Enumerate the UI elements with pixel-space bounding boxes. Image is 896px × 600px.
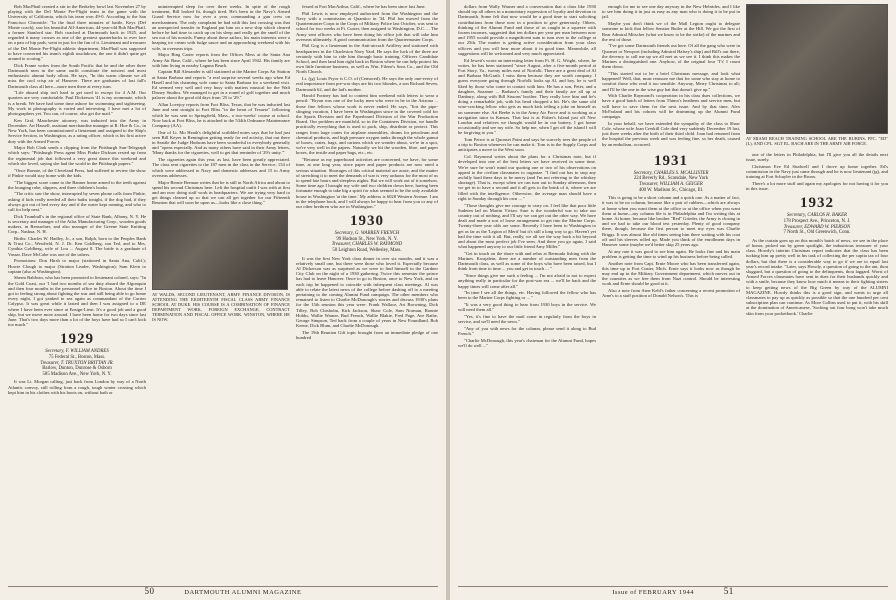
paragraph: Phil Gog is a lieutenant in the Anti-aircraft Artillery and stationed with headquarters in the Charleston Navy Yard. He says the luck of the three are certainly with him to ride him through basic training, Officers Candidate School, and then land him right back in Boston where he can help protect his own little furniture business, as well as Wm. Filene's Sons Co., and the Old North Church. [296, 43, 438, 75]
paragraph: Allan Lovejoy reports from Fort Bliss, Texas, that he was inducted last June and sent straight to Fort Bliss "in the heart of Texarse" following which he was sent to Springfield, Mass., a two-weeks' course at school. Now back at Fort Bliss, he is attached to the 534th Ordnance Maintenance Company (AA). [152, 102, 290, 128]
class-1931-header [602, 153, 740, 193]
issue-label: Issue of FEBRUARY 1944 [612, 589, 694, 596]
class-treasurer-address: 7 North St., Old Greenwich, Conn. [783, 230, 851, 236]
class-treasurer-address-2: 585 Madison Ave., New York, N. Y. [42, 371, 112, 377]
paragraph: Major Bob Clark sends a clipping from the Pittsburgh Sun-Telegraph which says: "Pittsburgh Press agent Miss Pinkie Dickson rested up from the regimental job that followed a very great dance this weekend and which she loved, saying she had the world in the Pittsburgh papers." [8, 145, 146, 166]
paragraph: Also a note from Arne Kehl's father concerning a recent promotion of Arne's to a staff position of Donald Nelson's. This is [602, 288, 740, 299]
paragraph: fessed at Fort MacArthur, Calif., where he has been since last June. [302, 4, 426, 9]
paragraph: "Because as my paperboard activities are concerned, we have, for some time, at one long year, since paper and paper products are now rated a serious situation. Shortages of this critical material are acute, and the matter of stretching it to meet the demands of war is very arduous for the most of us to spend late hours and sleepless nights. But we will work out of it somehow. Some time ago I brought my wife and two children down here, having been fortunate enough to take big a spirit for what seemed to be the only available house in Washington 'at the time.' My address is 6028 Western Avenue. I am in the telephone book, and I will always be happy to hear from you or any of our other brethren who are in Washington." [296, 157, 438, 210]
class-year: 1930 [350, 213, 384, 230]
photo-caption: AT MIAMI BEACH TRAINING SCHOOL ARE THE RUBINS, PFC. "ED" (L), AND CPL. SGT EL. BACH ARE IN THE ARMY AIR FORCE. [746, 136, 888, 146]
class-secretary: Secretary, CHARLES S. MCALLISTER [633, 170, 709, 176]
paragraph: Births: Charles W. Hadley, Jr., a son, Ralph, born to the Peoples Bank & Trust Co., Westfield, N. J. Dr. Ken Goldberg, son Ted, and to Mrs. Cynthia Goldberg, wife of Lou ... August 8. The bride is a graduate of Vassar. Dave McCabe was one of the ushers. [8, 236, 146, 257]
class-secretary-address: 224 Beverly Rd., Scarsdale, New York [633, 176, 709, 182]
class-1930-header [296, 213, 438, 253]
left-col3-text [296, 4, 438, 209]
right-col3-text [746, 152, 888, 191]
paragraph: Harold Fortney has had to content him weekend with letters to wear a pencil: "Bryan was one of the lucky men who were in he in the Arizona ... those fine fellows whose work is never ended. He says, 'Tort the pipe-slinging vacation, I have been in Washington since in the covered cold for the Sports Division and the Paperboard Division of the War Production Board. Our problem are manifold, so in the Containers Division, we handle practically everything that is used to pack, ship, distribute or protect. This ranges from large crates for airplane assemblies, drums for petroleum and chemical products, and high pressure oxygen tanks through the whole gamut of boxes, crates, bags, and cartons which we wonder about, we're in a spot, we're very well in the papers. Naturally we hit the wooden, fibre, and paper boxes, the textile and paper bags, etc., etc. [296, 93, 438, 156]
paragraph: Tom Peirce is at Quonset Point and says he scarcely sees the people of a trip to Boston whenever he can make it. Tom is in the Supply Corps and anticipates a move to the West soon. [458, 137, 596, 153]
paragraph: Col. Raymond writes about the plans for a Christmas note, but if developed into one of the best letters we have received in some time. We're sure he won't mind our quoting one or two of his observations on appeal to the civilian classmates to organize. "I find out has to stop any awfully hard these days to be merry (and I'm not referring to the whiskey shortage). That is, except when we can turn out to Sunday afternoon, then we get in to have a second and it all gets to the brink of it, where we are filled with the intelligence. Otherwise, the average man should have a right to Sunday through his own ... " [458, 154, 596, 201]
photo-caption: AT WALDS, SECOND LIEUTENANT, ARMY FINANCE DIVISION, IS ATTENDING THE EIGHTEENTH FISCAL CLASS ARMY FINANCE SCHOOL AT DUKE. HIS COURSE IS A COMBINATION OF FINANCE DEPARTMENT WORK, FOREIGN EXCHANGE, CONTRACT TERMINATION AND FISCAL OFFICE WORK. WINSTON, WHERE HE IS NOW. [152, 291, 290, 322]
paragraph: "The biggest scare came to the Banner home armed to the teeth against the lounging robe, slippers, and three children's books. [8, 179, 146, 190]
class-year: 1932 [800, 195, 834, 212]
left-column-2 [152, 4, 290, 564]
class-treasurer: Treasurer, CHARLES W. RAYMOND [331, 242, 403, 248]
paragraph: It was Lt. Morgan calling, just back from London by way of a North Atlantic convoy, still rolling from a rough, tough winter crossing which kept him in his clothes with his boots on, without bath or [8, 379, 146, 395]
paragraph: Lt. (jg) Louis Pryor is C.O. of (Censored). He says the only one-every of real importance from pre-war days are his two blondes, a son Richard Seven, Dartmouth 62, and the lad's mother. [296, 76, 438, 92]
class-treasurer: Treasurer, T. TRUXTON BRITTAN JR. [40, 360, 114, 366]
paragraph: Maybe you don't think we of the Mall Legion ought to delegate someone to kick that fellow Senator Butler at the Hill. We got the first of Rear Admiral Mitscher (what we know to be the strike) of the marines and the rest of those. [602, 21, 740, 42]
photo-officer [152, 210, 288, 290]
paragraph: Captain Bill Alexander is still stationed at the Marine Corps Air Station at Santa Barbara and reports "a real surprise several weeks ago when Ed Hasell and his charming wife came to Santa Barbara for a weekend visit. Ed seemed very well and very busy with matters musical for the Walt Disney Studios. We managed to get in a round of golf together and much palaver about the good old days from '25 to '29." [152, 69, 290, 101]
class-year: 1931 [654, 152, 688, 169]
paragraph: One of Lt. Mo Heath's delightful scribbled notes says that he had just seen Bill Keyes in Remington getting ready for red activity, that out there in Seattle the Judge Hodsons have been wonderful to everybody generally and "opens especially. And as many others have said in their Army letters, 'Many thanks for the cigarettes, well to get that reminder of '29's unity.'" [152, 129, 290, 156]
class-1931-notes [602, 195, 740, 298]
paragraph: Another note from Capt. Ernie Moore who has been transferred again, this time up to Fort Custer, Mich. Ernie says it looks now as though he may end up in the Military Government department, which moves out in the countries as we free them from Nazi control. Should be interesting work and Ernie should be good at it. [602, 260, 740, 287]
paragraph: one of the letters in Philadelphia, but I'll give you all the details next issue, surely. [746, 152, 888, 163]
class-secretary-address: 99 Hudson St., New York, N. Y. [336, 236, 398, 242]
paragraph: Ed Jewett's wrote an interesting letter from Ft. H. G. Wright, where, he writes, he has been stationed "since August, after a five-month period at Fort Story, Va., twenty miles east of Norfolk. There are a great deal of Al and Barbara McGrath. I miss them because they are worth company. I guess everyone going through Norfolk looks up Al, and boy, he is well liked by those who come in contact with him. He has a son, Peter, and a daughter, Suzanne ... Barbara's family and their family are all up at Danbury, along with Bill Sissons' brother. They really love him and he's doing a remarkable job, with his head chopped a bit. He's the same old wise-cracking fellow who gets as much kick telling a joke on himself as on someone else. Art Beebe is in the Army Air Force and is working as a navigation tutor in Kansas. That last is at Fisher's Island just off New London and relatives we thought would be in our battery. I got home occasionally and see my wife. So help me, when I get off the island I will be forgiving to you." [458, 57, 596, 136]
paragraph: Sherm Baldwin, who has been promoted to lieutenant colonel, says: "In the Gold Coast, our '1 had two months of sea duty aboard the Algonquin and then four months in the personnel office in Boston. About the time I got to feeling strong about fighting the war and still being able to go home every night, I got yanked to sea again as commandant of the Carrier Calypso. It was great while it lasted and then I was assigned to a DE where I have been ever since at Ensign-Lieut. It's a good job and a good ship, but we move more around. I have been home for two days since last June. That's two days more than a lot of the boys have had so I can't kick too much." [8, 275, 146, 328]
right-column-2 [602, 4, 740, 564]
paragraph: It was the first New York class dinner in over six months, and it was a relatively small one, but there were those who loved it. Especially because Al Dickerson was as surprised as we were to find himself in the Gardner City Club on the night of a 1930 gathering. Twice this semester the prince has had to leave Hanover. Once to go to Boston, once to New York, and on each trip he happened to coincide with infrequent class meetings. Al was able to relate the latest news of the college before dashing off to a meeting pertaining to the coming Alumni Fund campaign. The other members who remained to listen to Charlie McDonough's stories and discuss 1930's plans for the 15th reunion this year were: Frank Wallace, Art Browning, Dick Tilley, Bob Chisholm, Kirk Jackson, Shaw Cole, Sam Norman, Ronnie Hobbs, Wallie Warner, Bud French, Wallie Blakie, Fred Page, Ave Rathe, George Simpson, Ted back from a couple of years in New Foundland, Bob Keene, Dick Blum, and Charlie McDonough. [296, 255, 438, 329]
paragraph: "The critic saw the show, interrupted by seven phone calls from Pinkie, asking if kids really needed all their baths tonight, if the dog had, if they always got out of bed every day and if the water kept running, and who to call for help next." [8, 191, 146, 213]
right-column-3 [746, 4, 888, 564]
page-number: 50 [144, 586, 155, 596]
paragraph: "Since things give me such a feeling ... I'm not afraid to not to expect anything really in particular for the post-war era ... we'll be back and the happy times will come after all." [458, 273, 596, 289]
paragraph: Dick Trumbull's in the regional office of State Bank, Albany, N. Y. He is secretary and manager of the Atlas Manufacturing Corp., wooden goods makers, in Rensselaer, and also manager of the Greene State Knitting Corp., Nashua, N. H. [8, 213, 146, 235]
left-footer [0, 586, 446, 596]
paragraph: "Life aboard ship isn't hard to get used to except for 4 A.M. Our quarters are very comfortable. Paul Dickerson '41 is my roommate, which is a break. We have had some time ashore for swimming and sightseeing. My work in photography is varied and interesting. I have met a lot of photographers yet. You can, of course, also get the mail." [8, 90, 146, 117]
class-1929-header [8, 331, 146, 377]
paragraph: "Once Ronnie, of the Cleveland Press, had suffered to review the show if Pinkie would stay home with the kids. [8, 167, 146, 178]
class-treasurer-address: Barlow, Dunton, Dunrose & Osborn [42, 366, 112, 372]
paragraph: "I've got some Dartmouth friends out here. Of all the gang who were in Quonset or Newport (including Admiral Halsey's ship) and Bill's out there, the decency to call me up we all met as we see it. I think this makes the Marines a distinguished one. Anyhow, of the original four 'T's' I count them down. [602, 43, 740, 70]
paragraph: Ken Graf, Manchester attorney, was inducted into the Army in December. Art Hassell, assistant merchandise manager at R. Hoe & Co., in New York, has been commissioned a lieutenant and assigned to the Ship's Service Section, in Washington, as a rating officer, which is his first active duty with the Armed Forces. [8, 117, 146, 144]
right-col2-text [602, 4, 740, 147]
paragraph: In your behalf, we have extended the sympathy of the class to Shaw Cole, whose wife Joan Creskill Cole died very suddenly December 19 last, just three weeks after the birth of their third child. Joan had returned from the hospital the previous week and was feeling fine, so her death, caused by an embolism, occurred. [602, 120, 740, 147]
paragraph: Bob MacPhail created a stir in the Berkeley bowl last November 27 by playing with the Del Monte Pre-Flight team in the game with the University of California, which his team won 49-0. According to the San Francisco Chronicle: "In the final three minutes of battle, Keys (Del Monte coach), saw his beautiful All-American, 44-year-old Bob MacPhail, a former Stanford star. Bob coached at Dartmouth back in 1925, and regarded it many crosses as one of the greatest quarterbacks to ever lace on a pair of hip pads, went in just for the fun of it. Lieutenant and treasurer of the Del Monte Pre-Flight athletic department, MacPhail was supposed to have converted his team's eighth touchdown, the one it didn't quite get around to scoring." [8, 4, 146, 62]
class-1932-notes [746, 238, 888, 316]
paragraph: With Charlie Raymond's cooperation in his class dues collections, we have a good batch of letters from Thimo's heathens and service men, but will have to save them for the next issue. And by that time, Alex McFarland and his cohorts will be drumming up the Alumni Fund campaign. [602, 93, 740, 120]
paragraph: This is going to be a short column and a quick one. As a matter of fact, it was to be no column, because like a pair of rubbers—which are always at home when you want them at the office or at the office when you want them at home—my column file is in Philadelphia and I'm writing this at home. At home, because like brother "Red" Grieder, the Army is closing in and we had to take our blood test yesterday. Plenty of good company there, though, because the first person to meet my eyes was Charlie Briggs. It was almost like old times seeing him there waiting with his coat off and his sleeves rolled up. Made you think of the enrollment days in Hanover some (maybe we'd better skip 25 years ago. [602, 195, 740, 247]
left-column-3 [296, 4, 438, 564]
paragraph: There's a lot more stuff and again my apologies for not having it for you in this issue. [746, 181, 888, 192]
paragraph: "Those thoughts give me courage to carry on. I feel like that poor little Sudeten lad on Martin Vivian. Sure is the wonderful war to take our country out of nothing, and I'll say we can get out the other way. We have dealt and made a sort of loose arrangement to get into the Marine Corps. Twenty-three year olds are some. Recently I have been to Washington to get as far as the 'Legion of Merit' but it's still a long way to go. Haven't yet had the time with it all. But, really, we all see the way back a bit beyond and about the most perfect job I've seen. And there you go again, I said what happened anyway to our little friend Amy Miller." [458, 202, 596, 250]
class-secretary-address: 178 Prospect Ave., Princeton, N. J. [783, 219, 851, 225]
class-secretary-address: 75 Federal St., Boston, Mass. [48, 355, 106, 361]
class-secretary: Secretary, F. WILLIAM ANDRES [45, 349, 109, 355]
class-secretary: Secretary, G. WARREN FRENCH [334, 231, 400, 237]
paragraph: uninterrupted sleep for over three weeks. In spite of the rough treatment, Bill looked fit, though tired. He's been in the Navy's Armed Guard Service now for over a year, commanding a gun crew on merchantmen. The only complaint he had with this last crossing was that an unexpected transfer in England put him on a new ship which cleared before he had time to catch up on his sleep and really get the smell of the sea out of his nostrils. Funny about these sailors, his main interests were a heaping ice cream with fudge sauce and an approaching weekend with his wife, in overseas trips. [152, 4, 290, 51]
magazine-title: DARTMOUTH ALUMNI MAGAZINE [184, 589, 302, 596]
paragraph: "It was a very good thing to hear from 1930 boys in the service. We will need them all." [458, 302, 596, 313]
left-col2-text [152, 4, 290, 206]
page-number: 51 [723, 586, 734, 596]
paragraph: Phil Lewis is now employed authorized from the Washington and the Navy with a commission at Quantico in '34. Phil has moved from the Quartermaster Corps to the Corps of Military Police last October, was sent to school for two weeks at Ft. Custer, then assigned to Washington, D.C. ... The Army sent officers who have been doing his office job that will take him overseas ultimately. A good communication from the Quartermaster Corps. [296, 10, 438, 42]
paragraph: "Yes, it's fine to have the mail come in regularly from the boys in service, and we'll need the news." [458, 314, 596, 325]
class-treasurer-address: 50 Leighton Road, Wellesley, Mass. [332, 248, 402, 253]
paragraph: Major Bernie Berman writes that he is still in North Africa and about to spend his second Christmas here. Left the hospital outfit I was with at first and am now doing staff work in headquarters. We are trying very hard to get things cleaned up so that we can all get together for our Fifteenth Reunion that will soon be upon us—looks like a close thing." [152, 179, 290, 206]
photo-servicemen [746, 4, 888, 134]
paragraph: Christmas Eve Ed Studwell and I drove up home together. Ed's commission in the Navy just came through and he is now lieutenant (jg), and training at Fort Schuyler in the Bronx. [746, 163, 888, 180]
paragraph: "Get in touch on the shore with and relax at Bermuda fishing with the Marines. Kwajalein, there are a number of outstanding men from the Dartmouth class, as well as some of the boys who have been raised, but I think from time to time ... you and get in touch ... " [458, 250, 596, 272]
paragraph: Promotions: Don Hirsh to major (stationed in Santa Ana, Calif.); Howie Clough to major (Stratton Leader, Washington); Sam Klein to captain (also at Washington). [8, 258, 146, 274]
right-footer [450, 586, 896, 596]
class-1930-notes [296, 256, 438, 341]
paragraph: The cigarettes again this year, as last, have been greatly appreciated. The class sent cigarettes to the 187 men in the class in the Service, 154 of which were addressed to Navy and domestic addresses and 15 to Army overseas addresses. [152, 157, 290, 178]
right-page [450, 0, 896, 600]
right-col1-text [458, 4, 596, 348]
class-treasurer-address: 400 W. Madison St., Chicago, Ill. [638, 187, 704, 193]
paragraph: At any rate it was good to see him again. He looks fine and his main problem is getting the time to wind up his business before being called. [602, 248, 740, 259]
class-year: 1929 [60, 331, 94, 348]
paragraph: Major Bing Carter reports from the Offices Mess at the Santa Ana Army Air Base, Calif., where he has been since April 1942. His family are with him living in nearby Laguna Beach. [152, 52, 290, 68]
class-1929-notes [8, 379, 146, 395]
paragraph: "This started out to be a brief Christmas message, and look what happened! Well, that, must reassure me that for some who stay at home to comfort those who read it too sensible. Anyway, Merry Christmas to all; and I'll be the one in the wise guy hat that doesn't give up." [602, 70, 740, 92]
left-col1-text [8, 4, 146, 327]
left-page [0, 0, 446, 600]
left-column-1 [8, 4, 146, 564]
class-treasurer: Treasurer, EDWARD W. PIERSON [783, 224, 851, 230]
paragraph: As the curtain goes up on this month's batch of news, we see in the place of honor, picked out by green spotlight, the industrious treasurer of your class. Howdy's interim Christmas report indicates that the class has been tucking him up pretty well in his task of collecting the per capita tax of four dollars, but that there is a considerable way to go if we are to equal last year's record intake. "Later, says Howdy, a question of going to the ant, thou sluggard, but a question of going to the delinquents, thou laggard. Worst of Armed Forces classmates have sent in dues for their husbands quickly and with a smile, because they know how much it means to their fighting sisters to keep getting news of the Big Green by way of the ALUMNI MAGAZINE. Howdy thinks this is a good sign, and wants to urge all classmates to pay up as quickly as possible so that the one hundred per cent subscription plan can continue. As More Collins used to put it, with his skill at the domination of Americanese, 'Socking out four bong won't take much skin from your pocketbook.' Charlie [746, 237, 888, 316]
paragraph: Dick Frame writes from the South Pacific that he and the other three Dartmouth men in the same outfit constitute the noisiest and most enthusiastic alumni body afloat. He says, "In this warm climate we all miss the cool crisp air of Hanover. There are graduates of last fall's Dartmouth class all here—more men there at every turn. [8, 62, 146, 89]
paragraph: "Any of you with news for the column, please send it along to Bud French." [458, 325, 596, 337]
paragraph: The 19th Reunion Gift topic brought from an immediate pledge of one hundred [296, 329, 438, 341]
paragraph: dollars from Wally Wasner and a conversation that a class like 1930 should top all others in a momentary expression of loyalty and devotion to Dartmouth. Some felt that now would be a good time to start soliciting contributions from those now in a position to give generously. Others, thinking of the Alumni Fund and those of us caught in a squeeze with frozen incomes, suggested that ten dollars per year per man between now and 1955 would provide a magnificent sum to turn over to the college at our 25th. The matter is getting active consideration from your class officers and you will hear more about it in good time. Meanwhile, all suggestions will be welcomed and very much appreciated. [458, 4, 596, 56]
paragraph: "In time I see all the things, etc. Having followed the fellow who has been to the Marine Corps fighting or ... " [458, 290, 596, 301]
right-column-1 [458, 4, 596, 564]
paragraph: "Charlie McDonough, this year's chairman for the Alumni Fund, hopes we'll do well ..." [458, 337, 596, 349]
class-secretary: Secretary, CARLOS H. BAKER [787, 213, 847, 219]
paragraph: enough for me to see one day anyway in the New Hebrides, and I like to see him doing it in just as easy as any man who is doing it to be put in jail. [602, 4, 740, 20]
class-1932-header [746, 195, 888, 235]
class-treasurer: Treasurer, WILLIAM A. GEIGER [639, 181, 703, 187]
